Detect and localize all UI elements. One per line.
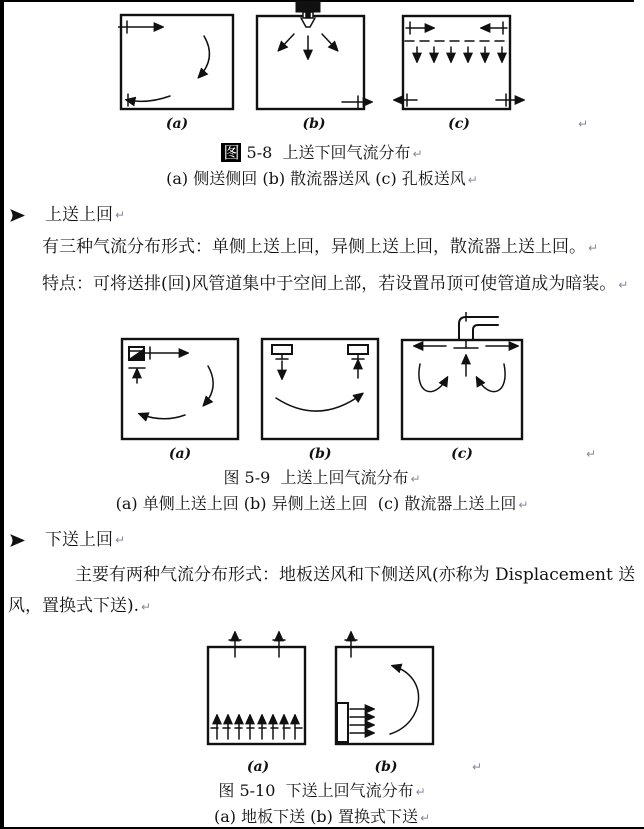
paragraph-mark: ↵ bbox=[410, 472, 421, 486]
paragraph-mark: ↵ bbox=[467, 173, 478, 187]
highlighted-char: 图 bbox=[223, 143, 240, 162]
figure-panel bbox=[333, 631, 439, 776]
section-heading-top-supply-top-return bbox=[10, 203, 644, 227]
section-title: 上送上回 bbox=[45, 205, 113, 225]
airflow-diagram-diffuser-supply bbox=[254, 0, 374, 112]
figure-5-8-subcaption bbox=[0, 168, 644, 191]
paragraph-mark: ↵ bbox=[415, 785, 426, 799]
paragraph-mark: ↵ bbox=[618, 278, 629, 292]
paragraph-mark: ↵ bbox=[419, 811, 431, 825]
figure-panel bbox=[205, 631, 311, 776]
paragraph-mark: ↵ bbox=[115, 533, 126, 547]
airflow-diagram-side-supply-side-return bbox=[118, 0, 236, 112]
paragraph-mark: ↵ bbox=[471, 760, 482, 774]
panel-label: (b) bbox=[308, 446, 332, 462]
panel-label: (a) bbox=[246, 759, 270, 775]
airflow-diagram-perforated-ceiling-supply bbox=[392, 0, 526, 112]
figure-5-8-panels bbox=[0, 0, 644, 133]
arrow-bullet-icon bbox=[10, 534, 25, 547]
panel-label: (a) bbox=[168, 446, 192, 462]
paragraph-mark: ↵ bbox=[115, 208, 126, 222]
caption-text: 图 5-9 上送上回气流分布 bbox=[223, 468, 409, 487]
figure-panel bbox=[119, 336, 241, 463]
subcaption-text: (a) 侧送侧回 (b) 散流器送风 (c) 孔板送风 bbox=[166, 169, 466, 188]
paragraph-text: 主要有两种气流分布形式：地板送风和下侧送风(亦称为 Displacement 送风，置换式下送). bbox=[8, 565, 636, 616]
subcaption-text: (a) 地板下送 (b) 置换式下送 bbox=[213, 807, 418, 826]
paragraph-mark: ↵ bbox=[577, 117, 588, 131]
paragraph-mark: ↵ bbox=[588, 241, 599, 255]
figure-panel bbox=[259, 336, 381, 463]
airflow-diagram-single-side-top-supply-return bbox=[119, 336, 241, 442]
panel-label: (a) bbox=[165, 116, 189, 132]
figure-5-10-caption bbox=[0, 780, 644, 803]
figure-panel bbox=[118, 0, 236, 133]
paragraph-text: 有三种气流分布形式：单侧上送上回，异侧上送上回，散流器上送上回。 bbox=[42, 237, 586, 257]
paragraph-text: 特点：可将送排(回)风管道集中于空间上部，若设置吊顶可使管道成为暗装。 bbox=[42, 274, 617, 294]
section-heading-bottom-supply-top-return bbox=[10, 528, 644, 552]
figure-panel bbox=[254, 0, 374, 133]
arrow-bullet-icon bbox=[10, 209, 25, 222]
figure-5-9-panels bbox=[0, 312, 644, 463]
figure-5-10-panels bbox=[0, 631, 644, 776]
panel-label: (b) bbox=[374, 759, 398, 775]
paragraph bbox=[42, 269, 640, 301]
subcaption-text: (a) 单侧上送上回 (b) 异侧上送上回 (c) 散流器上送上回 bbox=[115, 494, 517, 513]
figure-5-8-caption bbox=[0, 142, 644, 165]
airflow-diagram-floor-supply bbox=[205, 631, 311, 755]
airflow-diagram-opposite-side-top-supply-return bbox=[259, 336, 381, 442]
figure-5-10-subcaption bbox=[0, 806, 644, 829]
paragraph bbox=[42, 232, 640, 264]
caption-text: 图 5-10 下送上回气流分布 bbox=[218, 781, 414, 800]
caption-text: 5-8 上送下回气流分布 bbox=[241, 143, 411, 162]
section-title: 下送上回 bbox=[45, 530, 113, 550]
paragraph-mark: ↵ bbox=[412, 147, 423, 161]
panel-label: (c) bbox=[448, 116, 470, 132]
figure-panel bbox=[392, 0, 526, 133]
panel-label: (b) bbox=[302, 116, 326, 132]
figure-5-9-subcaption bbox=[0, 493, 644, 516]
paragraph-mark: ↵ bbox=[518, 498, 529, 512]
figure-5-9-caption bbox=[0, 467, 644, 490]
paragraph bbox=[8, 560, 640, 623]
paragraph-mark: ↵ bbox=[141, 600, 152, 614]
panel-label: (c) bbox=[451, 446, 473, 462]
airflow-diagram-displacement-supply bbox=[333, 631, 439, 755]
airflow-diagram-ceiling-diffuser-top-supply-return bbox=[399, 312, 525, 442]
paragraph-mark: ↵ bbox=[585, 447, 596, 461]
figure-panel bbox=[399, 312, 525, 463]
